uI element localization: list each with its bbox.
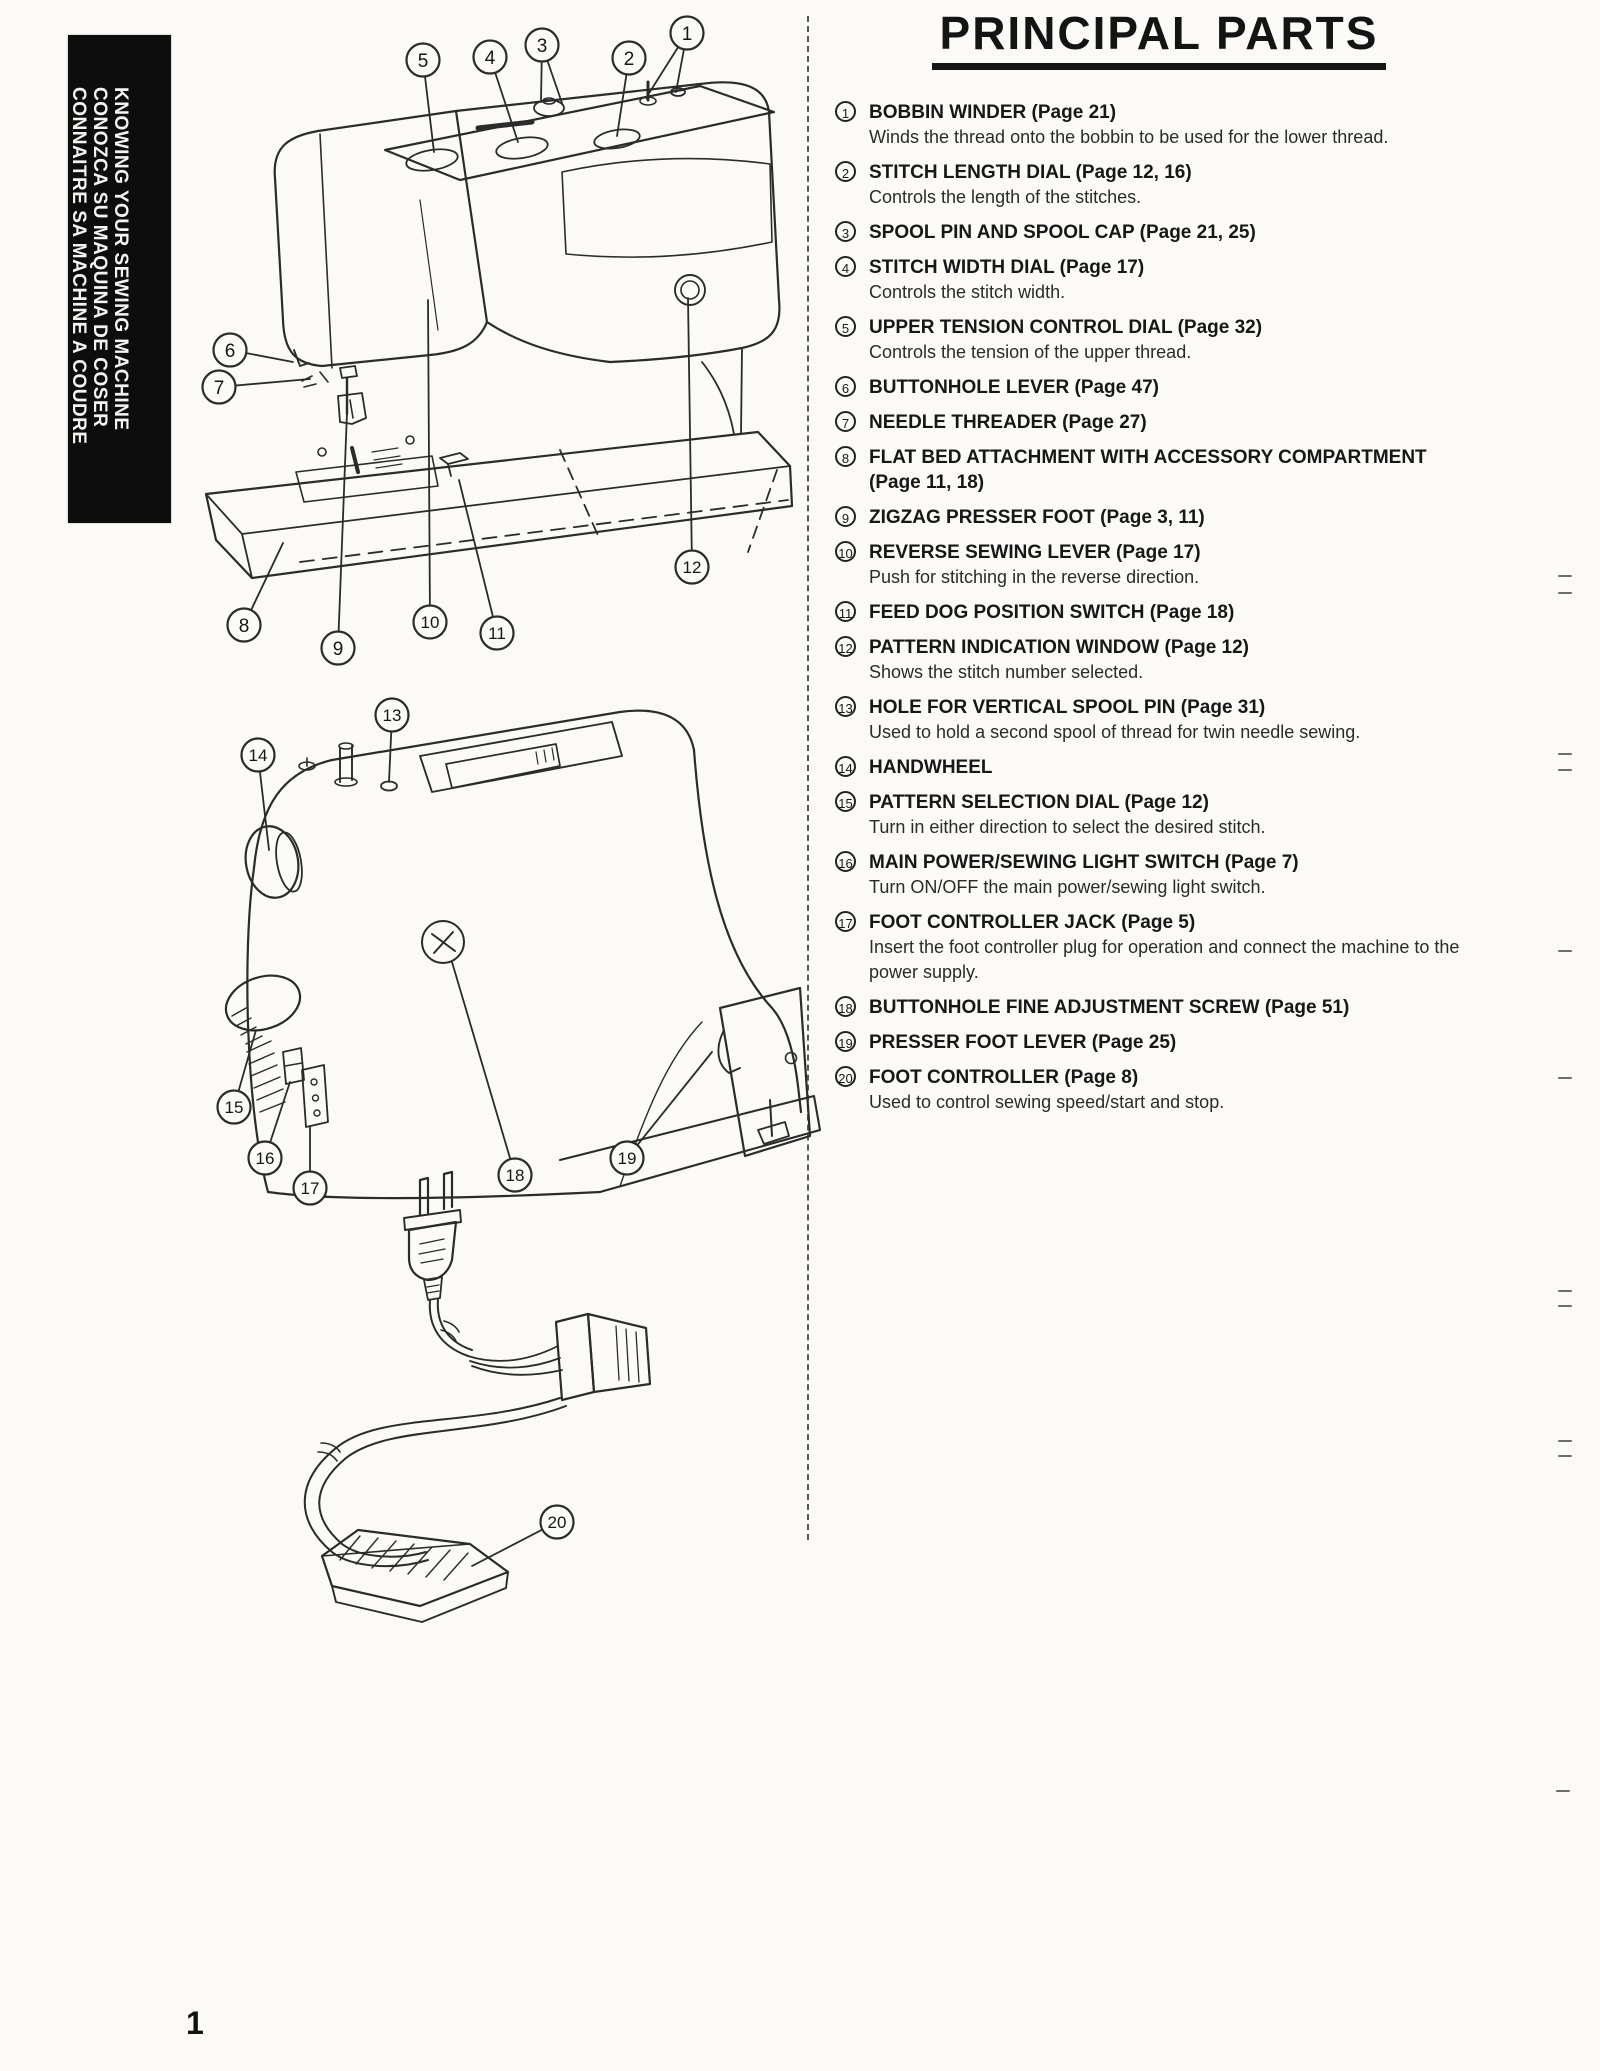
part-name: FLAT BED ATTACHMENT WITH ACCESSORY COMPARTMENT (Page 11, 18) [869, 447, 1427, 493]
part-description: Controls the length of the stitches. [869, 187, 1142, 207]
callout-label-1: 1 [681, 23, 693, 45]
callout-label-18: 18 [505, 1166, 525, 1186]
part-item [835, 790, 1483, 840]
banner-line-fr: CONNAITRE SA MACHINE A COUDRE [68, 87, 89, 445]
part-item [835, 755, 1483, 780]
callout-label-3: 3 [536, 35, 548, 57]
part-name: HOLE FOR VERTICAL SPOOL PIN (Page 31) [869, 697, 1266, 718]
callout-label-16: 16 [255, 1149, 275, 1169]
part-name: FEED DOG POSITION SWITCH (Page 18) [869, 602, 1235, 623]
part-item [835, 100, 1483, 150]
part-name: SPOOL PIN AND SPOOL CAP (Page 21, 25) [869, 222, 1256, 243]
part-number-badge: 8 [835, 446, 856, 467]
callout-label-5: 5 [417, 50, 429, 72]
part-description: Insert the foot controller plug for operation and connect the machine to the power supply. [869, 937, 1460, 982]
part-item [835, 1030, 1483, 1055]
part-name: PRESSER FOOT LEVER (Page 25) [869, 1032, 1177, 1053]
part-number-badge: 15 [835, 791, 856, 812]
sewing-machine-diagrams [0, 0, 830, 1700]
page-number: 1 [186, 2005, 204, 2041]
part-name: BOBBIN WINDER (Page 21) [869, 102, 1117, 123]
part-item [835, 315, 1483, 365]
part-name: UPPER TENSION CONTROL DIAL (Page 32) [869, 317, 1263, 338]
part-item [835, 375, 1483, 400]
part-description: Turn ON/OFF the main power/sewing light switch. [869, 877, 1266, 897]
part-number-badge: 3 [835, 221, 856, 242]
callout-label-19: 19 [617, 1149, 637, 1169]
part-number-badge: 20 [835, 1066, 856, 1087]
part-name: HANDWHEEL [869, 757, 993, 778]
part-item [835, 220, 1483, 245]
part-description: Turn in either direction to select the desired stitch. [869, 817, 1266, 837]
part-item [835, 910, 1483, 985]
rear-view-drawing [219, 711, 820, 1198]
foot-controller-drawing [305, 1172, 650, 1622]
part-description: Used to control sewing speed/start and stop. [869, 1092, 1225, 1112]
part-description: Shows the stitch number selected. [869, 662, 1144, 682]
part-number-badge: 7 [835, 411, 856, 432]
callout-label-2: 2 [623, 48, 635, 70]
part-description: Push for stitching in the reverse direction. [869, 567, 1200, 587]
callout-label-6: 6 [224, 340, 236, 362]
parts-list [835, 100, 1483, 1115]
callout-label-14: 14 [248, 746, 268, 766]
part-name: PATTERN INDICATION WINDOW (Page 12) [869, 637, 1249, 658]
part-item [835, 160, 1483, 210]
part-name: BUTTONHOLE FINE ADJUSTMENT SCREW (Page 51) [869, 997, 1350, 1018]
part-number-badge: 11 [835, 601, 856, 622]
part-name: PATTERN SELECTION DIAL (Page 12) [869, 792, 1209, 813]
part-item [835, 850, 1483, 900]
part-number-badge: 9 [835, 506, 856, 527]
part-number-badge: 5 [835, 316, 856, 337]
callout-label-12: 12 [682, 558, 702, 578]
part-name: FOOT CONTROLLER (Page 8) [869, 1067, 1139, 1088]
part-item [835, 410, 1483, 435]
callout-label-10: 10 [420, 613, 440, 633]
part-number-badge: 19 [835, 1031, 856, 1052]
banner-line-es: CONOZCA SU MAQUINA DE COSER [89, 87, 110, 428]
part-name: FOOT CONTROLLER JACK (Page 5) [869, 912, 1196, 933]
part-item [835, 1065, 1483, 1115]
part-name: STITCH WIDTH DIAL (Page 17) [869, 257, 1145, 278]
part-item [835, 255, 1483, 305]
part-number-badge: 10 [835, 541, 856, 562]
banner-line-en: KNOWING YOUR SEWING MACHINE [110, 87, 131, 431]
part-item [835, 505, 1483, 530]
front-view-drawing [206, 82, 792, 578]
callout-label-15: 15 [224, 1098, 244, 1118]
part-item [835, 600, 1483, 625]
callout-label-8: 8 [238, 615, 250, 637]
part-number-badge: 12 [835, 636, 856, 657]
part-number-badge: 13 [835, 696, 856, 717]
part-name: BUTTONHOLE LEVER (Page 47) [869, 377, 1159, 398]
part-number-badge: 17 [835, 911, 856, 932]
page-title: PRINCIPAL PARTS [932, 6, 1387, 70]
part-description: Controls the stitch width. [869, 282, 1066, 302]
part-number-badge: 18 [835, 996, 856, 1017]
part-name: ZIGZAG PRESSER FOOT (Page 3, 11) [869, 507, 1205, 528]
part-name: NEEDLE THREADER (Page 27) [869, 412, 1147, 433]
part-name: MAIN POWER/SEWING LIGHT SWITCH (Page 7) [869, 852, 1299, 873]
part-description: Used to hold a second spool of thread for twin needle sewing. [869, 722, 1361, 742]
callout-label-20: 20 [547, 1513, 567, 1533]
callout-label-7: 7 [213, 377, 225, 399]
part-number-badge: 16 [835, 851, 856, 872]
part-name: STITCH LENGTH DIAL (Page 12, 16) [869, 162, 1192, 183]
part-item [835, 445, 1483, 495]
part-item [835, 695, 1483, 745]
part-number-badge: 4 [835, 256, 856, 277]
part-item [835, 635, 1483, 685]
callout-label-11: 11 [488, 624, 506, 644]
callout-label-13: 13 [382, 706, 402, 726]
part-number-badge: 6 [835, 376, 856, 397]
part-number-badge: 14 [835, 756, 856, 777]
part-description: Winds the thread onto the bobbin to be used for the lower thread. [869, 127, 1389, 147]
parts-column [835, 6, 1483, 1125]
part-number-badge: 2 [835, 161, 856, 182]
callout-label-9: 9 [332, 638, 344, 660]
part-name: REVERSE SEWING LEVER (Page 17) [869, 542, 1201, 563]
part-item [835, 540, 1483, 590]
part-number-badge: 1 [835, 101, 856, 122]
part-item [835, 995, 1483, 1020]
callout-label-4: 4 [484, 47, 496, 69]
callout-label-17: 17 [300, 1179, 320, 1199]
part-description: Controls the tension of the upper thread. [869, 342, 1192, 362]
